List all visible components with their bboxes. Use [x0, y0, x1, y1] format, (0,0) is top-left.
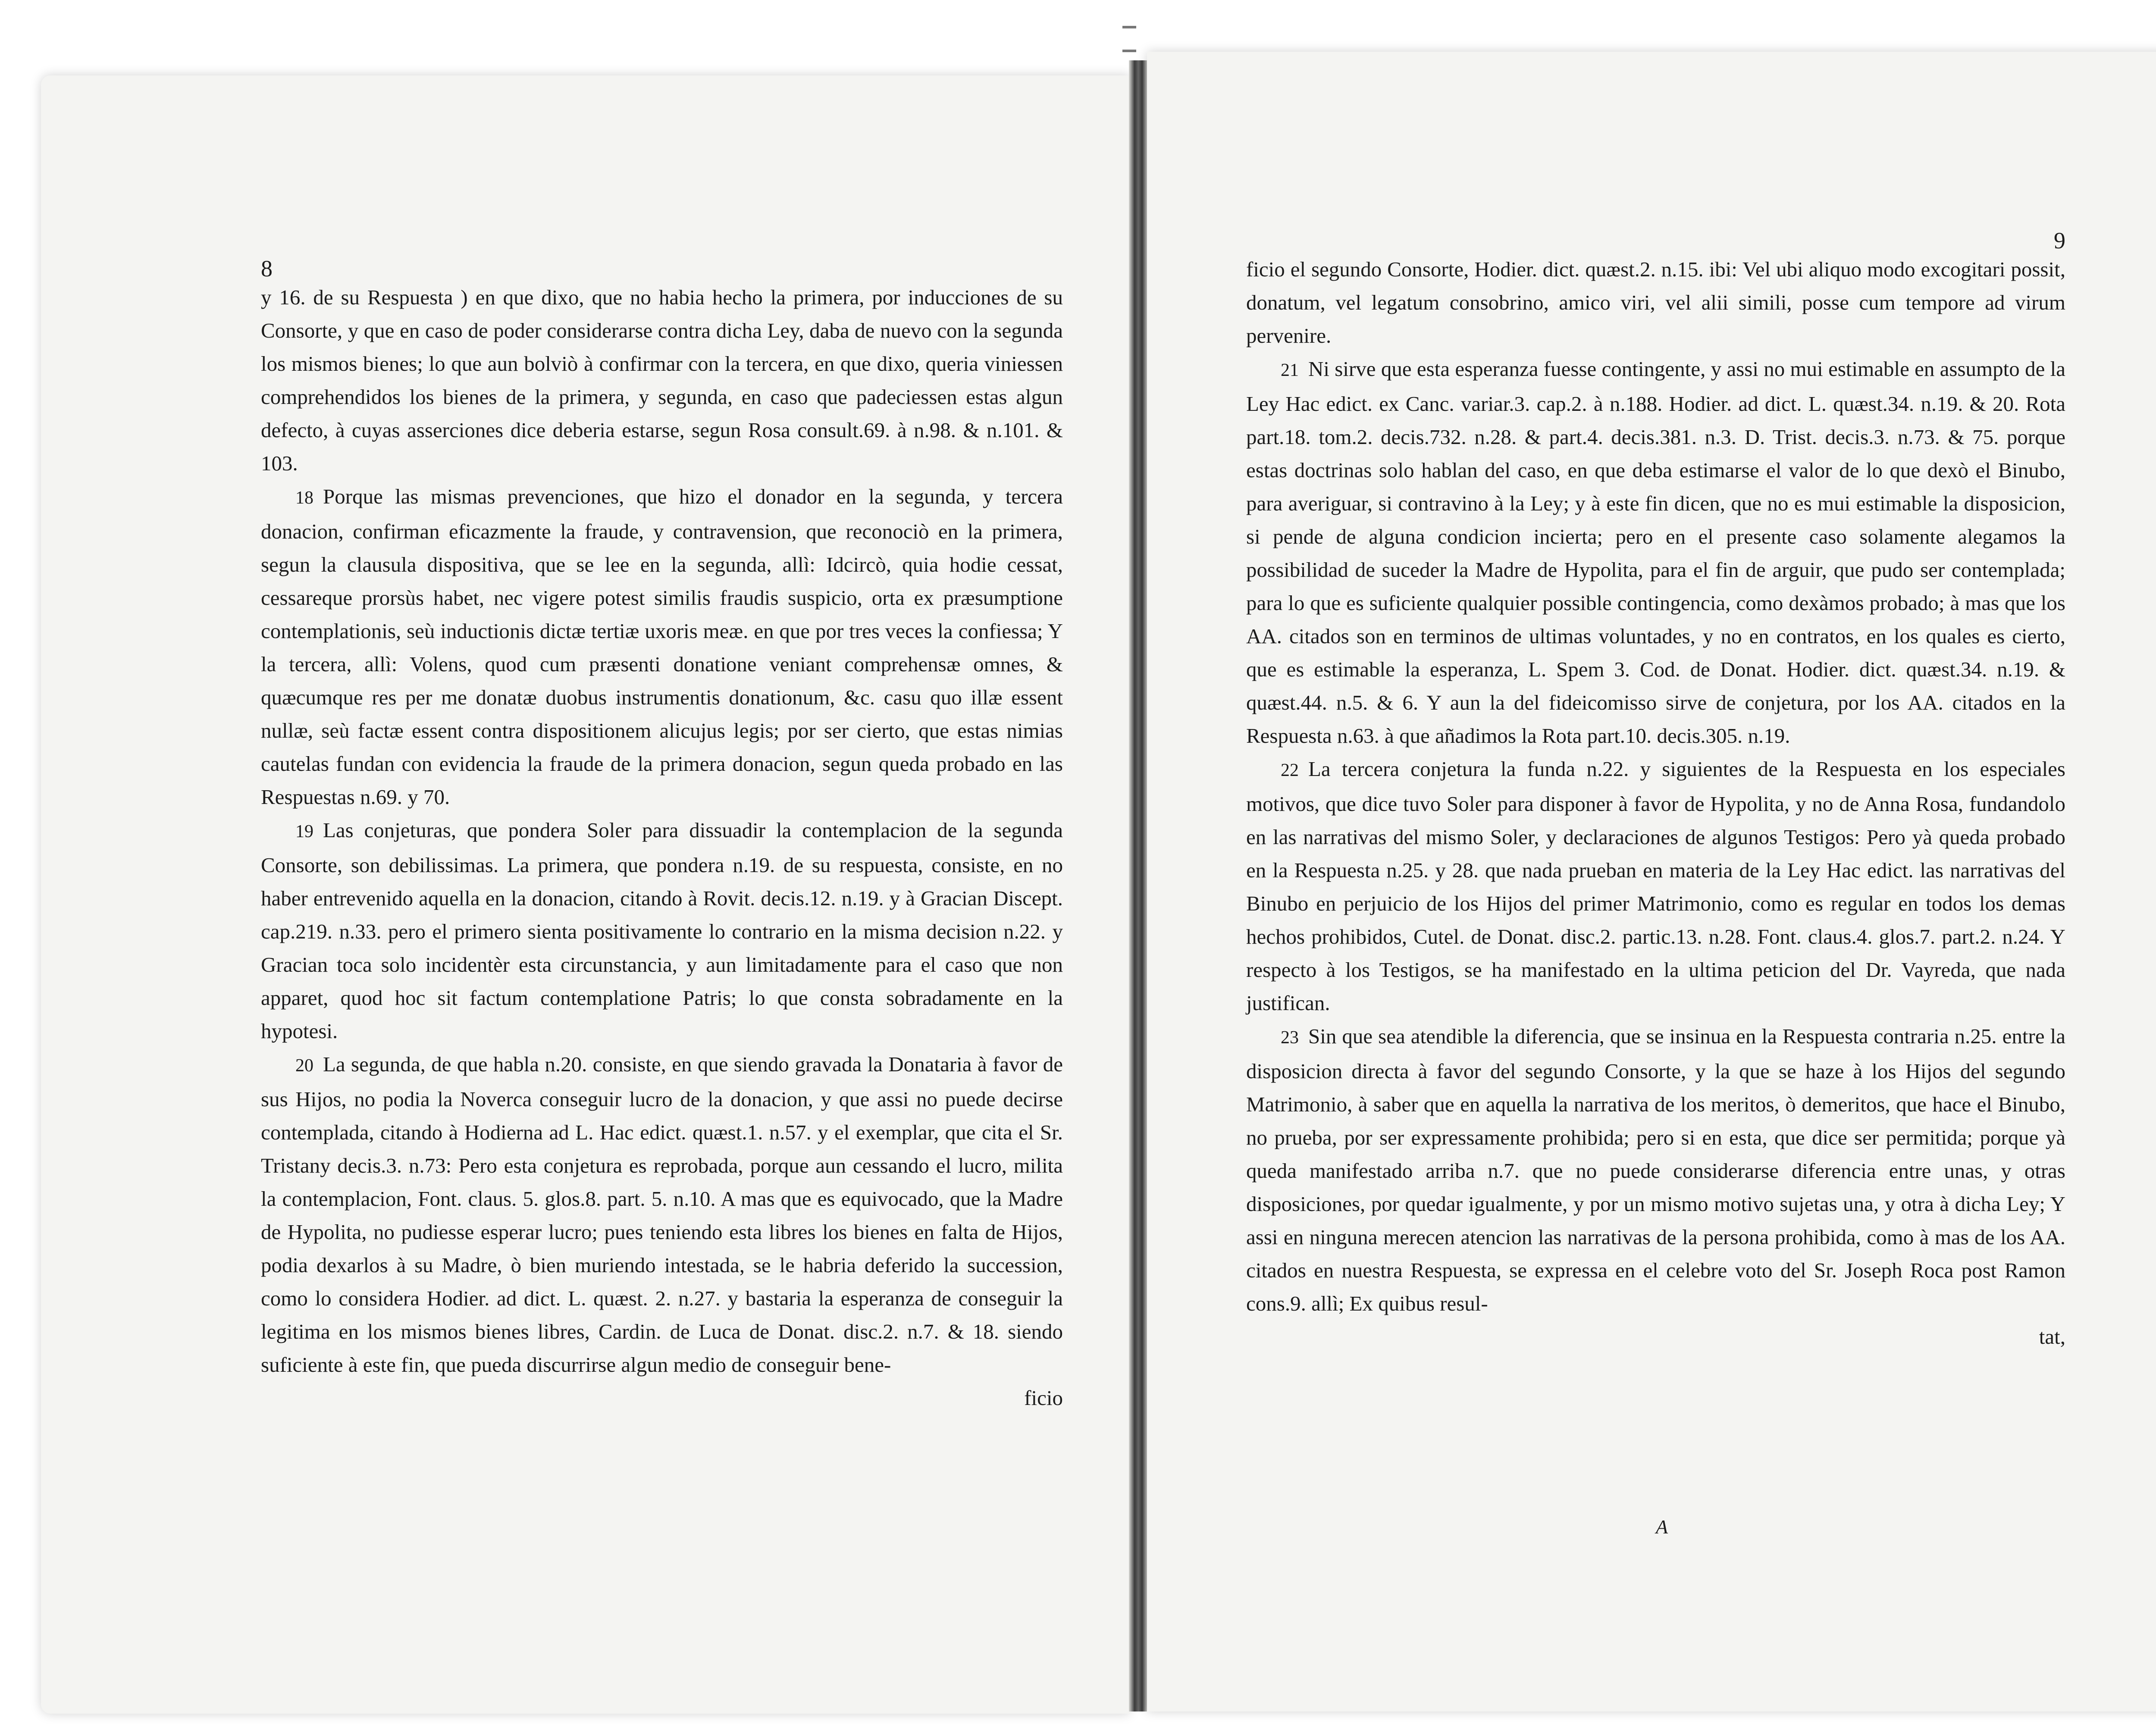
paragraph-number: 21 — [1281, 360, 1299, 380]
paragraph-20 — [261, 1048, 1063, 1381]
paragraph-22 — [1246, 752, 2065, 1020]
page-number: 8 — [261, 256, 273, 282]
book-gutter — [1129, 60, 1148, 1711]
top-mark — [1122, 50, 1136, 52]
paragraph-number: 20 — [295, 1056, 313, 1076]
paragraph-19 — [261, 813, 1063, 1048]
catchword: ficio — [1024, 1386, 1063, 1410]
paragraph-23 — [1246, 1020, 2065, 1320]
paragraph-text: Porque las mismas prevenciones, que hizo el donador en la segunda, y tercera donacion, confirman eficazmente la fraude, y contravension, que reconociò en la primera, segun la clausula dispositiva, que se lee en la segunda, allì: Idcircò, quia hodie cessat, cessareque prorsùs habet, nec vigere potest similis fraudis suspicio, orta ex præsumptione contemplationis, seù inductionis dictæ tertiæ uxoris meæ. en que por tres veces la confiessa; Y la tercera, allì: Volens, quod cum præsenti donatione veniant comprehensæ omnes, & quæcumque res per me donatæ duobus instrumentis donationum, &c. casu quo illæ essent nullæ, seù factæ essent contra dispositionem alicujus legis; por ser cierto, que estas nimias cautelas fundan con evidencia la fraude de la primera donacion, segun queda probado en las Respuestas n.69. y 70. — [261, 485, 1063, 809]
paragraph-text: La segunda, de que habla n.20. consiste, en que siendo gravada la Donataria à favor de sus Hijos, no podia la Noverca conseguir lucro de la donacion, y que assi no puede decirse contemplada, citando à Hodierna ad L. Hac edict. quæst.1. n.57. y el exemplar, que cita el Sr. Tristany decis.3. n.73: Pero esta conjetura es reprobada, porque aun cessando el lucro, milita la contemplacion, Font. claus. 5. glos.8. part. 5. n.10. A mas que es equivocado, que la Madre de Hypolita, no pudiesse esperar lucro; pues teniendo esta libres los bienes en falta de Hijos, podia dexarlos à su Madre, ò bien muriendo intestada, se le habria deferido la succession, como lo considera Hodier. ad dict. L. quæst. 2. n.27. y bastaria la esperanza de conseguir la legitima en los mismos bienes libres, Cardin. de Luca de Donat. disc.2. n.7. & 18. siendo suficiente à este fin, que pueda discurrirse algun medio de conseguir bene- — [261, 1052, 1063, 1377]
paragraph-number: 22 — [1281, 760, 1299, 780]
paragraph-number: 23 — [1281, 1028, 1299, 1048]
catchword: tat, — [2039, 1325, 2065, 1348]
paragraph-18 — [261, 480, 1063, 813]
left-text-block — [261, 257, 1063, 1414]
paragraph-21 — [1246, 352, 2065, 752]
paragraph-number: 19 — [295, 822, 313, 842]
page-number: 9 — [2054, 228, 2065, 253]
left-page — [41, 75, 1130, 1714]
runon-paragraph: y 16. de su Respuesta ) en que dixo, que no habia hecho la primera, por inducciones de su Consorte, y que en caso de poder considerarse contra dicha Ley, daba de nuevo con la segunda los mismos bienes; lo que aun bolviò à confirmar con la tercera, en que dixo, queria viniessen comprehendidos los bienes de la primera, y segunda, en caso que padeciessen estas algun defecto, à cuyas asserciones dice deberia estarse, segun Rosa consult.69. à n.98. & n.101. & 103. — [261, 285, 1063, 475]
paragraph-text: La tercera conjetura la funda n.22. y siguientes de la Respuesta en los especiales motivos, que dice tuvo Soler para disponer à favor de Hypolita, y no de Anna Rosa, fundandolo en las narrativas del mismo Soler, y declaraciones de algunos Testigos: Pero yà queda probado en la Respuesta n.25. y 28. que nada prueban en materia de la Ley Hac edict. las narrativas del Binubo en perjuicio de los Hijos del primer Matrimonio, como es regular en todos los demas hechos prohibidos, Cutel. de Donat. disc.2. partic.13. n.28. Font. claus.4. glos.7. part.2. n.24. Y respecto à los Testigos, se ha manifestado en la ultima peticion del Dr. Vayreda, que nada justifican. — [1246, 757, 2065, 1015]
right-text-block — [1246, 228, 2065, 1353]
right-page — [1147, 52, 2156, 1711]
paragraph-number: 18 — [295, 488, 313, 508]
signature-mark: A — [1656, 1516, 1668, 1538]
paragraph-text: Ni sirve que esta esperanza fuesse contingente, y assi no mui estimable en assumpto de la Ley Hac edict. ex Canc. variar.3. cap.2. à n.188. Hodier. ad dict. L. quæst.34. n.19. & 20. Rota part.18. tom.2. decis.732. n.28. & part.4. decis.381. n.3. D. Trist. decis.3. n.73. & 75. porque estas doctrinas solo hablan del caso, en que deba estimarse el valor de lo que dexò el Binubo, para averiguar, si contravino à la Ley; y à este fin dicen, que no es mui estimable la disposicion, si pende de alguna condicion incierta; pero en el presente caso solamente alegamos la possibilidad de suceder la Madre de Hypolita, para el fin de arguir, que pudo ser contemplada; para lo que es suficiente qualquier possible contingencia, como dexàmos probado; à mas que los AA. citados son en terminos de ultimas voluntades, y no en contratos, en los quales es cierto, que es estimable la esperanza, L. Spem 3. Cod. de Donat. Hodier. dict. quæst.34. n.19. & quæst.44. n.5. & 6. Y aun la del fideicomisso sirve de conjetura, por los AA. citados en la Respuesta n.63. à que añadimos la Rota part.10. decis.305. n.19. — [1246, 357, 2065, 748]
top-mark — [1122, 26, 1136, 28]
paragraph-text: Sin que sea atendible la diferencia, que se insinua en la Respuesta contraria n.25. entre la disposicion directa à favor del segundo Consorte, y la que se haze à los Hijos del segundo Matrimonio, à saber que en aquella la narrativa de los meritos, ò demeritos, que hace el Binubo, no prueba, por ser expressamente prohibida; pero si en esta, que dice ser permitida; porque yà queda manifestado arriba n.7. que no puede considerarse diferencia entre unas, y otras disposiciones, por quedar igualmente, y por un mismo motivo sujetas una, y otra à dicha Ley; Y assi en ninguna merecen atencion las narrativas de la persona prohibida, como à mas de los AA. citados en nuestra Respuesta, se expressa en el celebre voto del Sr. Joseph Roca post Ramon cons.9. allì; Ex quibus resul- — [1246, 1024, 2065, 1315]
paragraph-text: Las conjeturas, que pondera Soler para dissuadir la contemplacion de la segunda Consorte, son debilissimas. La primera, que pondera n.19. de su respuesta, consiste, en no haber entrevenido aquella en la donacion, citando à Rovit. decis.12. n.19. y à Gracian Discept. cap.219. n.33. pero el primero sienta positivamente lo contrario en la misma decision n.22. y Gracian toca solo incidentèr esta circunstancia, y aun limitadamente para el caso que non apparet, quod hoc sit factum contemplatione Patris; lo que consta sobradamente en la hypotesi. — [261, 818, 1063, 1043]
runon-paragraph: ficio el segundo Consorte, Hodier. dict. quæst.2. n.15. ibi: Vel ubi aliquo modo excogitari possit, donatum, vel legatum consobrino, amico viri, vel alii simili, posse cum tempore ad virum pervenire. — [1246, 257, 2065, 347]
